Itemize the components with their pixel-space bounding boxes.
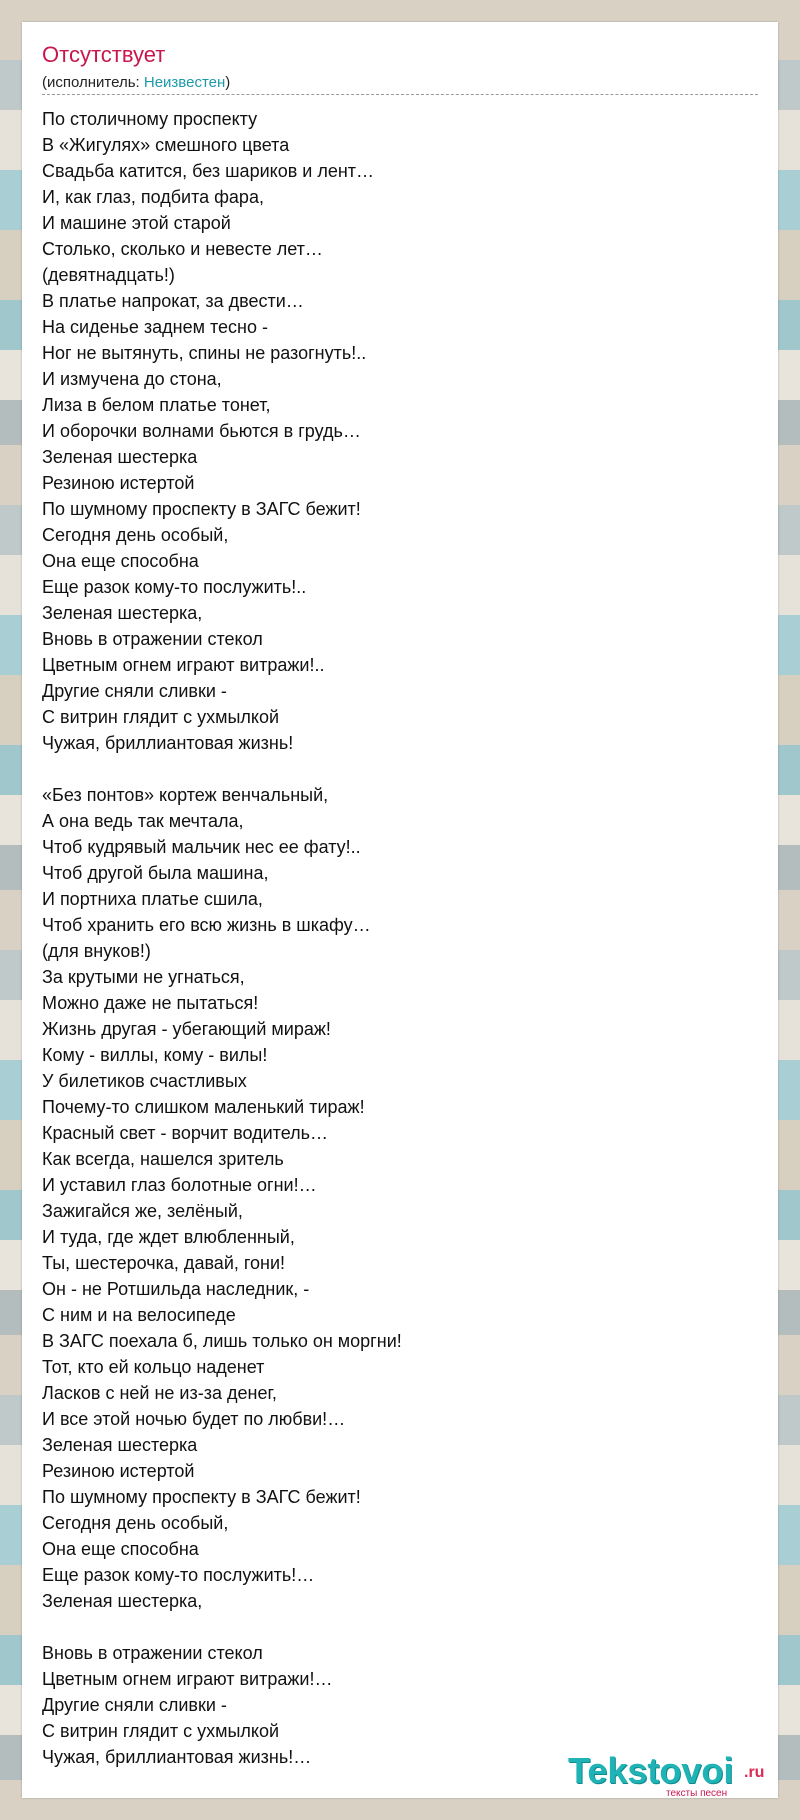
- lyric-line: По шумному проспекту в ЗАГС бежит!: [42, 1487, 361, 1507]
- lyric-line: А она ведь так мечтала,: [42, 811, 244, 831]
- artist-suffix: ): [225, 74, 231, 91]
- lyric-line: И машине этой старой: [42, 213, 231, 233]
- lyric-line: И все этой ночью будет по любви!…: [42, 1409, 346, 1429]
- lyric-line: И, как глаз, подбита фара,: [42, 187, 264, 207]
- lyric-line: [42, 756, 758, 782]
- lyric-line: Чтоб хранить его всю жизнь в шкафу…: [42, 915, 371, 935]
- lyric-line: Еще разок кому-то послужить!…: [42, 1565, 315, 1585]
- lyric-line: (для внуков!): [42, 941, 151, 961]
- lyric-line: В платье напрокат, за двести…: [42, 291, 304, 311]
- lyric-line: С витрин глядит с ухмылкой: [42, 707, 280, 727]
- lyric-line: Чужая, бриллиантовая жизнь!…: [42, 1747, 312, 1767]
- lyric-line: «Без понтов» кортеж венчальный,: [42, 785, 329, 805]
- lyric-line: У билетиков счастливых: [42, 1071, 247, 1091]
- lyric-line: Столько, сколько и невесте лет…: [42, 239, 323, 259]
- lyric-line: С витрин глядит с ухмылкой: [42, 1721, 280, 1741]
- lyric-line: За крутыми не угнаться,: [42, 967, 245, 987]
- lyric-line: Можно даже не пытаться!: [42, 993, 259, 1013]
- lyric-line: И уставил глаз болотные огни!…: [42, 1175, 317, 1195]
- lyrics-text: [42, 106, 758, 1770]
- lyric-line: В «Жигулях» смешного цвета: [42, 135, 290, 155]
- song-artist-line: [42, 74, 230, 91]
- song-title: Отсутствует: [42, 42, 166, 67]
- lyric-line: Зеленая шестерка,: [42, 603, 203, 623]
- lyrics-card: [22, 22, 778, 1798]
- lyric-line: С ним и на велосипеде: [42, 1305, 236, 1325]
- lyric-line: Ты, шестерочка, давай, гони!: [42, 1253, 286, 1273]
- artist-prefix: (исполнитель:: [42, 74, 144, 91]
- title-divider: [42, 94, 758, 95]
- lyric-line: И портниха платье сшила,: [42, 889, 263, 909]
- lyric-line: Зажигайся же, зелёный,: [42, 1201, 243, 1221]
- lyric-line: По шумному проспекту в ЗАГС бежит!: [42, 499, 361, 519]
- logo-tagline: тексты песен: [666, 1788, 728, 1799]
- lyric-line: Жизнь другая - убегающий мираж!: [42, 1019, 331, 1039]
- site-logo[interactable]: [568, 1750, 768, 1799]
- lyric-line: Зеленая шестерка,: [42, 1591, 203, 1611]
- lyric-line: Он - не Ротшильда наследник, -: [42, 1279, 310, 1299]
- lyric-line: Почему-то слишком маленький тираж!: [42, 1097, 365, 1117]
- lyric-line: И оборочки волнами бьются в грудь…: [42, 421, 361, 441]
- lyric-line: Она еще способна: [42, 551, 199, 571]
- lyric-line: И измучена до стона,: [42, 369, 222, 389]
- lyric-line: Цветным огнем играют витражи!…: [42, 1669, 333, 1689]
- lyric-line: Сегодня день особый,: [42, 525, 229, 545]
- lyric-line: Чужая, бриллиантовая жизнь!: [42, 733, 294, 753]
- lyric-line: Еще разок кому-то послужить!..: [42, 577, 307, 597]
- lyric-line: Свадьба катится, без шариков и лент…: [42, 161, 375, 181]
- lyric-line: [42, 1614, 758, 1640]
- lyric-line: Зеленая шестерка: [42, 447, 198, 467]
- artist-link[interactable]: Неизвестен: [143, 74, 226, 91]
- lyric-line: Цветным огнем играют витражи!..: [42, 655, 325, 675]
- lyric-line: Вновь в отражении стекол: [42, 1643, 263, 1663]
- lyric-line: Другие сняли сливки -: [42, 681, 227, 701]
- lyric-line: В ЗАГС поехала б, лишь только он моргни!: [42, 1331, 402, 1351]
- lyric-line: На сиденье заднем тесно -: [42, 317, 269, 337]
- lyric-line: Лиза в белом платье тонет,: [42, 395, 271, 415]
- lyric-line: Резиною истертой: [42, 473, 195, 493]
- lyric-line: Ног не вытянуть, спины не разогнуть!..: [42, 343, 367, 363]
- lyric-line: Как всегда, нашелся зритель: [42, 1149, 284, 1169]
- logo-tld: .ru: [744, 1764, 765, 1781]
- lyric-line: Другие сняли сливки -: [42, 1695, 227, 1715]
- lyric-line: Чтоб другой была машина,: [42, 863, 269, 883]
- lyric-line: Красный свет - ворчит водитель…: [42, 1123, 328, 1143]
- lyric-line: Ласков с ней не из-за денег,: [42, 1383, 277, 1403]
- lyric-line: Тот, кто ей кольцо наденет: [42, 1357, 265, 1377]
- lyric-line: И туда, где ждет влюбленный,: [42, 1227, 295, 1247]
- lyric-line: Она еще способна: [42, 1539, 199, 1559]
- lyric-line: Резиною истертой: [42, 1461, 195, 1481]
- lyric-line: (девятнадцать!): [42, 265, 175, 285]
- lyric-line: Кому - виллы, кому - вилы!: [42, 1045, 268, 1065]
- logo-name: Tekstovoi: [568, 1750, 734, 1791]
- lyric-line: Чтоб кудрявый мальчик нес ее фату!..: [42, 837, 361, 857]
- lyric-line: Сегодня день особый,: [42, 1513, 229, 1533]
- lyric-line: По столичному проспекту: [42, 109, 258, 129]
- lyric-line: Зеленая шестерка: [42, 1435, 198, 1455]
- lyric-line: Вновь в отражении стекол: [42, 629, 263, 649]
